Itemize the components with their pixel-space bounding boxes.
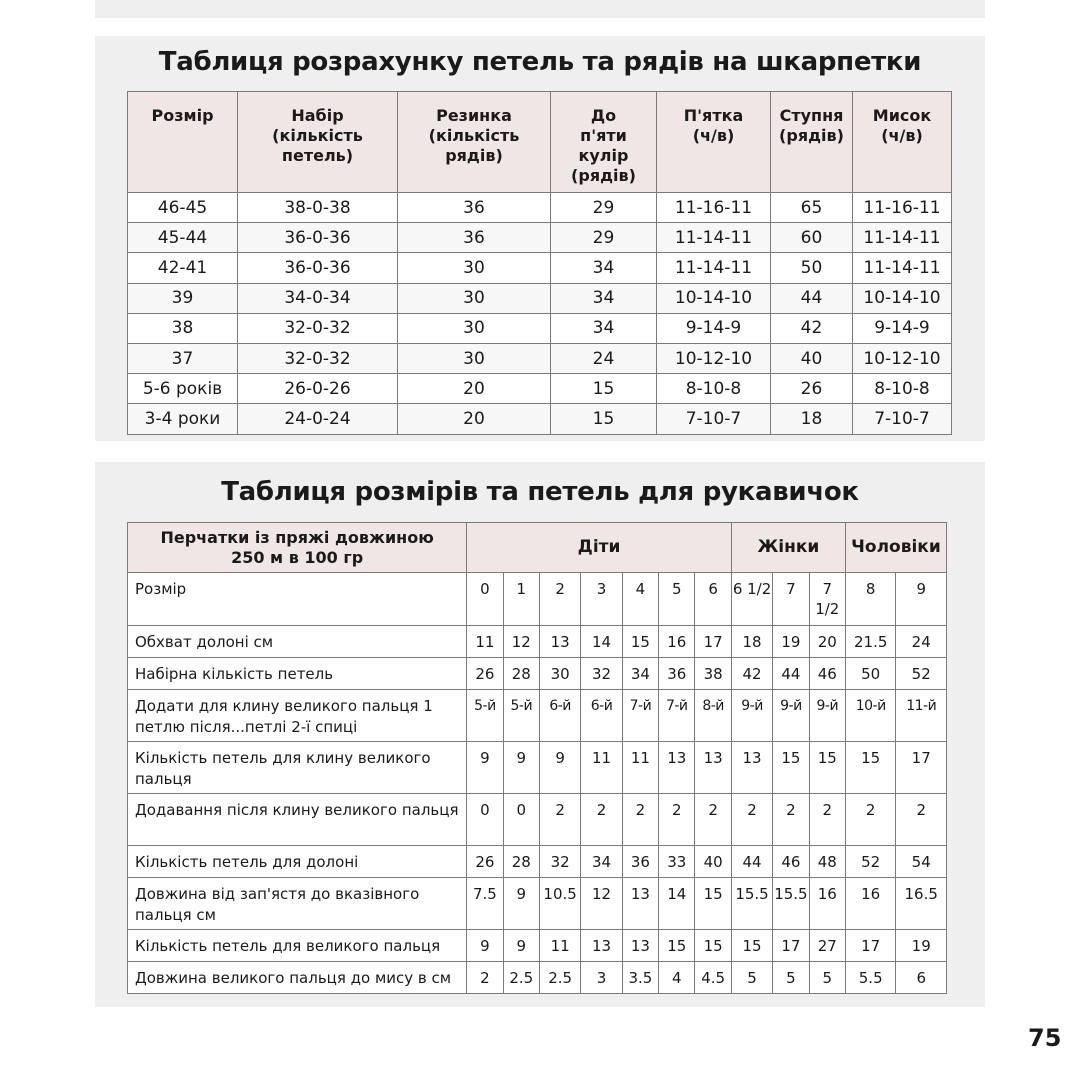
socks-row <box>128 313 952 343</box>
gloves-cell: 16 <box>845 878 895 930</box>
gloves-cell: 36 <box>659 658 695 690</box>
gloves-cell: 11 <box>622 742 658 794</box>
socks-row <box>128 374 952 404</box>
gloves-group-women: Жінки <box>731 523 845 573</box>
gloves-cell: 46 <box>773 846 809 878</box>
gloves-row <box>128 846 947 878</box>
gloves-row-label: Набірна кількість петель <box>128 658 467 690</box>
socks-cell: 7-10-7 <box>657 404 771 434</box>
gloves-row-label: Додавання після клину великого пальця <box>128 794 467 846</box>
gloves-row <box>128 930 947 962</box>
socks-header-cell: Мисок (ч/в) <box>853 92 952 193</box>
socks-header-row <box>128 92 952 193</box>
gloves-cell: 7-й <box>622 690 658 742</box>
gloves-row-label: Довжина від зап'ястя до вказівного пальця см <box>128 878 467 930</box>
gloves-cell: 4 <box>659 962 695 994</box>
gloves-cell: 18 <box>731 626 772 658</box>
gloves-cell: 28 <box>503 658 539 690</box>
gloves-cell: 13 <box>659 742 695 794</box>
socks-panel <box>95 36 985 441</box>
socks-cell: 11-14-11 <box>853 253 952 283</box>
socks-row <box>128 283 952 313</box>
gloves-cell: 15 <box>809 742 845 794</box>
socks-cell: 30 <box>398 253 551 283</box>
socks-cell: 34 <box>551 283 657 313</box>
gloves-cell: 2 <box>731 794 772 846</box>
gloves-cell: 33 <box>659 846 695 878</box>
gloves-cell: 2 <box>581 794 622 846</box>
gloves-cell: 6 1/2 <box>731 573 772 626</box>
socks-cell: 40 <box>771 343 853 373</box>
gloves-cell: 13 <box>731 742 772 794</box>
gloves-cell: 3 <box>581 962 622 994</box>
gloves-cell: 15.5 <box>731 878 772 930</box>
socks-header-cell: Ступня (рядів) <box>771 92 853 193</box>
gloves-row-label: Кількість петель для долоні <box>128 846 467 878</box>
socks-cell: 11-16-11 <box>853 193 952 223</box>
gloves-cell: 52 <box>845 846 895 878</box>
gloves-cell: 20 <box>809 626 845 658</box>
gloves-cell: 54 <box>896 846 947 878</box>
gloves-cell: 15 <box>731 930 772 962</box>
socks-cell: 24-0-24 <box>238 404 398 434</box>
gloves-cell: 15 <box>695 930 731 962</box>
socks-header-cell: До п'яти кулір (рядів) <box>551 92 657 193</box>
gloves-cell: 2 <box>539 573 580 626</box>
gloves-row <box>128 626 947 658</box>
socks-cell: 8-10-8 <box>853 374 952 404</box>
gloves-cell: 10-й <box>845 690 895 742</box>
gloves-cell: 28 <box>503 846 539 878</box>
socks-cell: 36 <box>398 223 551 253</box>
gloves-cell: 34 <box>622 658 658 690</box>
socks-cell: 60 <box>771 223 853 253</box>
socks-cell: 26 <box>771 374 853 404</box>
gloves-cell: 11 <box>467 626 503 658</box>
gloves-cell: 19 <box>773 626 809 658</box>
socks-row <box>128 343 952 373</box>
socks-cell: 38 <box>128 313 238 343</box>
gloves-cell: 9 <box>896 573 947 626</box>
gloves-cell: 1 <box>503 573 539 626</box>
gloves-cell: 2.5 <box>539 962 580 994</box>
gloves-cell: 2 <box>659 794 695 846</box>
gloves-cell: 7.5 <box>467 878 503 930</box>
gloves-header-row <box>128 523 947 573</box>
gloves-cell: 44 <box>773 658 809 690</box>
socks-cell: 42-41 <box>128 253 238 283</box>
gloves-cell: 17 <box>845 930 895 962</box>
gloves-cell: 2 <box>467 962 503 994</box>
gloves-cell: 6 <box>695 573 731 626</box>
gloves-cell: 0 <box>467 794 503 846</box>
gloves-cell: 16 <box>659 626 695 658</box>
gloves-cell: 4 <box>622 573 658 626</box>
gloves-cell: 34 <box>581 846 622 878</box>
gloves-cell: 2 <box>845 794 895 846</box>
socks-cell: 44 <box>771 283 853 313</box>
gloves-row <box>128 690 947 742</box>
socks-cell: 7-10-7 <box>853 404 952 434</box>
gloves-row <box>128 878 947 930</box>
socks-row <box>128 223 952 253</box>
socks-cell: 36-0-36 <box>238 253 398 283</box>
socks-cell: 8-10-8 <box>657 374 771 404</box>
gloves-cell: 8 <box>845 573 895 626</box>
socks-header-cell: Розмір <box>128 92 238 193</box>
gloves-cell: 4.5 <box>695 962 731 994</box>
gloves-cell: 13 <box>622 878 658 930</box>
gloves-cell: 2 <box>773 794 809 846</box>
socks-cell: 10-14-10 <box>657 283 771 313</box>
socks-cell: 34 <box>551 253 657 283</box>
socks-cell: 65 <box>771 193 853 223</box>
socks-cell: 34-0-34 <box>238 283 398 313</box>
gloves-cell: 9-й <box>809 690 845 742</box>
gloves-cell: 32 <box>581 658 622 690</box>
socks-row <box>128 404 952 434</box>
gloves-cell: 26 <box>467 658 503 690</box>
gloves-row-label: Обхват долоні см <box>128 626 467 658</box>
gloves-row <box>128 658 947 690</box>
gloves-cell: 7-й <box>659 690 695 742</box>
gloves-row-label: Кількість петель для клину великого пальця <box>128 742 467 794</box>
gloves-group-children: Діти <box>467 523 732 573</box>
socks-cell: 34 <box>551 313 657 343</box>
gloves-cell: 10.5 <box>539 878 580 930</box>
socks-cell: 11-14-11 <box>853 223 952 253</box>
socks-cell: 36 <box>398 193 551 223</box>
gloves-panel <box>95 462 985 1007</box>
socks-cell: 20 <box>398 374 551 404</box>
gloves-cell: 11 <box>539 930 580 962</box>
gloves-cell: 16.5 <box>896 878 947 930</box>
gloves-table-title: Таблиця розмірів та петель для рукавичок <box>221 477 859 507</box>
socks-table-title: Таблиця розрахунку петель та рядів на шкарпетки <box>158 47 922 77</box>
gloves-table <box>127 522 947 994</box>
socks-cell: 30 <box>398 343 551 373</box>
gloves-row-label: Довжина великого пальця до мису в см <box>128 962 467 994</box>
gloves-cell: 5-й <box>503 690 539 742</box>
gloves-cell: 5 <box>659 573 695 626</box>
socks-header-cell: Набір (кількість петель) <box>238 92 398 193</box>
gloves-cell: 13 <box>622 930 658 962</box>
gloves-cell: 6-й <box>581 690 622 742</box>
gloves-cell: 38 <box>695 658 731 690</box>
gloves-cell: 5.5 <box>845 962 895 994</box>
gloves-cell: 11 <box>581 742 622 794</box>
gloves-cell: 6-й <box>539 690 580 742</box>
gloves-cell: 17 <box>695 626 731 658</box>
socks-cell: 32-0-32 <box>238 313 398 343</box>
socks-cell: 46-45 <box>128 193 238 223</box>
page-number: 75 <box>1028 1024 1062 1052</box>
gloves-cell: 2.5 <box>503 962 539 994</box>
gloves-cell: 12 <box>503 626 539 658</box>
gloves-cell: 6 <box>896 962 947 994</box>
gloves-cell: 13 <box>581 930 622 962</box>
gloves-cell: 15 <box>695 878 731 930</box>
socks-cell: 20 <box>398 404 551 434</box>
gloves-cell: 8-й <box>695 690 731 742</box>
gloves-cell: 9 <box>503 742 539 794</box>
gloves-cell: 16 <box>809 878 845 930</box>
socks-cell: 37 <box>128 343 238 373</box>
socks-cell: 5-6 років <box>128 374 238 404</box>
socks-cell: 30 <box>398 283 551 313</box>
gloves-cell: 2 <box>695 794 731 846</box>
gloves-cell: 17 <box>896 742 947 794</box>
gloves-header-label: Перчатки із пряжі довжиною 250 м в 100 гр <box>128 523 467 573</box>
gloves-cell: 40 <box>695 846 731 878</box>
socks-cell: 29 <box>551 223 657 253</box>
gloves-cell: 14 <box>659 878 695 930</box>
gloves-row <box>128 962 947 994</box>
gloves-cell: 9 <box>503 878 539 930</box>
gloves-cell: 15 <box>773 742 809 794</box>
socks-row <box>128 253 952 283</box>
gloves-row-label: Розмір <box>128 573 467 626</box>
gloves-cell: 15 <box>622 626 658 658</box>
gloves-cell: 15 <box>659 930 695 962</box>
gloves-cell: 11-й <box>896 690 947 742</box>
gloves-cell: 5-й <box>467 690 503 742</box>
socks-cell: 38-0-38 <box>238 193 398 223</box>
gloves-cell: 13 <box>539 626 580 658</box>
socks-cell: 11-16-11 <box>657 193 771 223</box>
socks-header-cell: Резинка (кількість рядів) <box>398 92 551 193</box>
gloves-cell: 9-й <box>773 690 809 742</box>
gloves-cell: 21.5 <box>845 626 895 658</box>
gloves-cell: 2 <box>809 794 845 846</box>
gloves-cell: 7 1/2 <box>809 573 845 626</box>
gloves-cell: 26 <box>467 846 503 878</box>
gloves-cell: 9 <box>503 930 539 962</box>
gloves-cell: 36 <box>622 846 658 878</box>
gloves-cell: 9 <box>467 742 503 794</box>
socks-cell: 39 <box>128 283 238 313</box>
socks-cell: 9-14-9 <box>853 313 952 343</box>
gloves-cell: 13 <box>695 742 731 794</box>
socks-cell: 15 <box>551 374 657 404</box>
socks-table <box>127 91 952 435</box>
gloves-cell: 15.5 <box>773 878 809 930</box>
gloves-row <box>128 794 947 846</box>
socks-cell: 32-0-32 <box>238 343 398 373</box>
gloves-cell: 9-й <box>731 690 772 742</box>
gloves-cell: 3 <box>581 573 622 626</box>
socks-cell: 29 <box>551 193 657 223</box>
gloves-cell: 0 <box>467 573 503 626</box>
gloves-cell: 27 <box>809 930 845 962</box>
gloves-cell: 14 <box>581 626 622 658</box>
socks-cell: 45-44 <box>128 223 238 253</box>
gloves-cell: 2 <box>896 794 947 846</box>
socks-cell: 10-14-10 <box>853 283 952 313</box>
gloves-cell: 44 <box>731 846 772 878</box>
gloves-cell: 3.5 <box>622 962 658 994</box>
socks-cell: 18 <box>771 404 853 434</box>
gloves-cell: 19 <box>896 930 947 962</box>
socks-cell: 10-12-10 <box>853 343 952 373</box>
socks-cell: 15 <box>551 404 657 434</box>
gloves-cell: 17 <box>773 930 809 962</box>
gloves-cell: 50 <box>845 658 895 690</box>
gloves-cell: 2 <box>539 794 580 846</box>
gloves-cell: 9 <box>467 930 503 962</box>
gloves-cell: 42 <box>731 658 772 690</box>
socks-cell: 42 <box>771 313 853 343</box>
socks-cell: 26-0-26 <box>238 374 398 404</box>
gloves-row <box>128 742 947 794</box>
gloves-cell: 15 <box>845 742 895 794</box>
gloves-cell: 52 <box>896 658 947 690</box>
gloves-row-label: Додати для клину великого пальця 1 петлю після...петлі 2-ї спиці <box>128 690 467 742</box>
gloves-cell: 30 <box>539 658 580 690</box>
gloves-cell: 12 <box>581 878 622 930</box>
gloves-cell: 9 <box>539 742 580 794</box>
socks-cell: 9-14-9 <box>657 313 771 343</box>
socks-cell: 24 <box>551 343 657 373</box>
gloves-cell: 5 <box>731 962 772 994</box>
gloves-cell: 2 <box>622 794 658 846</box>
gloves-cell: 32 <box>539 846 580 878</box>
socks-cell: 11-14-11 <box>657 253 771 283</box>
socks-cell: 11-14-11 <box>657 223 771 253</box>
socks-cell: 30 <box>398 313 551 343</box>
previous-section-strip <box>95 0 985 18</box>
socks-cell: 10-12-10 <box>657 343 771 373</box>
gloves-cell: 24 <box>896 626 947 658</box>
gloves-cell: 7 <box>773 573 809 626</box>
gloves-cell: 0 <box>503 794 539 846</box>
socks-cell: 3-4 роки <box>128 404 238 434</box>
gloves-row-label: Кількість петель для великого пальця <box>128 930 467 962</box>
gloves-cell: 48 <box>809 846 845 878</box>
socks-cell: 36-0-36 <box>238 223 398 253</box>
gloves-cell: 46 <box>809 658 845 690</box>
socks-header-cell: П'ятка (ч/в) <box>657 92 771 193</box>
socks-row <box>128 193 952 223</box>
gloves-group-men: Чоловіки <box>845 523 946 573</box>
gloves-cell: 5 <box>773 962 809 994</box>
gloves-row <box>128 573 947 626</box>
socks-cell: 50 <box>771 253 853 283</box>
gloves-cell: 5 <box>809 962 845 994</box>
